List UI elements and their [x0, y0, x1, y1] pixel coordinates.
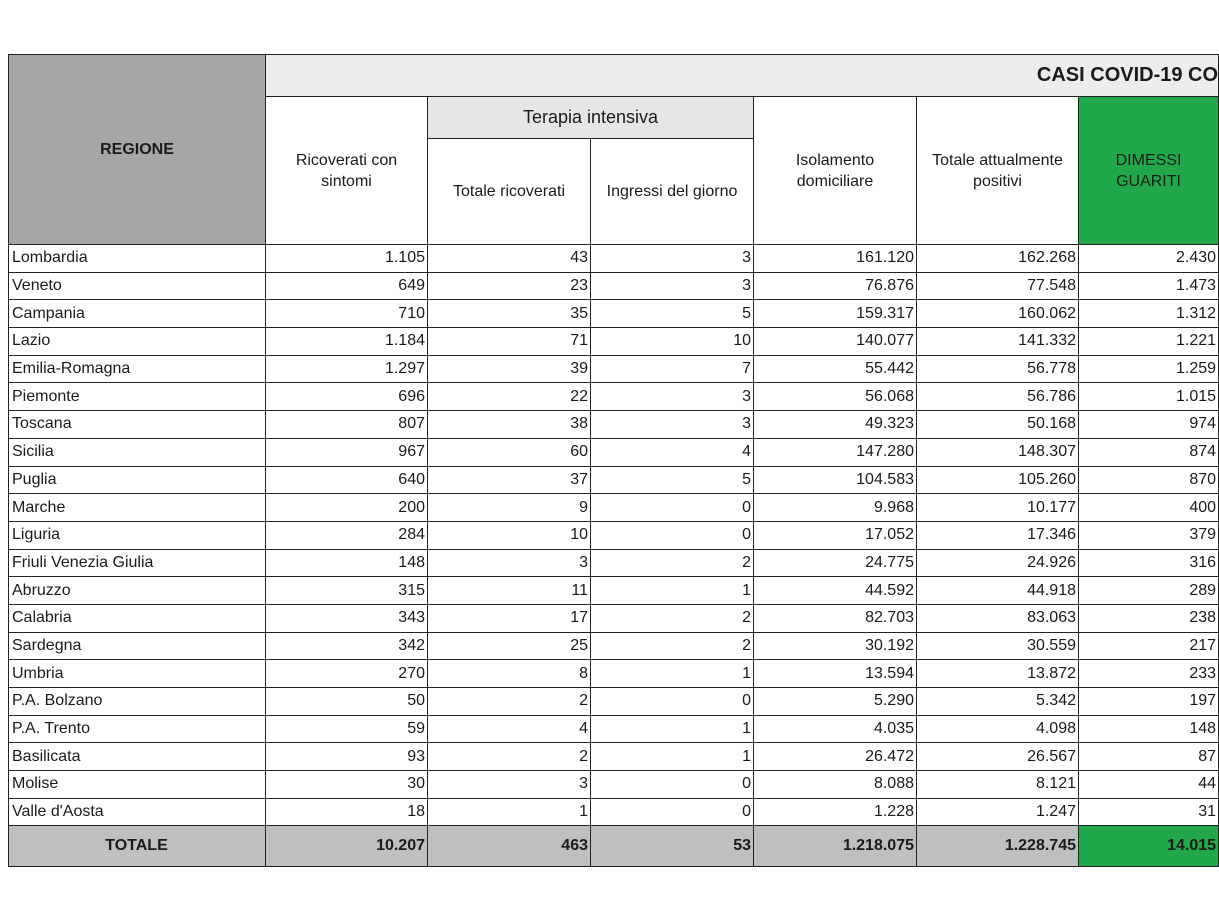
header-ingressi-del-giorno: Ingressi del giorno: [591, 139, 754, 245]
ricoverati-value: 315: [266, 577, 428, 605]
ti-totale-value: 35: [428, 300, 591, 328]
ti-totale-value: 4: [428, 715, 591, 743]
ti-totale-value: 8: [428, 660, 591, 688]
ti-ingressi-value: 3: [591, 411, 754, 439]
table-body: [9, 245, 1219, 867]
header-terapia-intensiva: Terapia intensiva: [428, 97, 754, 139]
region-name: Sicilia: [9, 438, 266, 466]
ricoverati-value: 50: [266, 688, 428, 716]
isolamento-value: 13.594: [754, 660, 917, 688]
region-name: Sardegna: [9, 632, 266, 660]
ricoverati-value: 1.105: [266, 245, 428, 273]
ti-ingressi-value: 3: [591, 383, 754, 411]
positivi-value: 8.121: [917, 771, 1079, 799]
ti-totale-value: 25: [428, 632, 591, 660]
dimessi-value: 1.221: [1079, 328, 1219, 356]
ricoverati-value: 967: [266, 438, 428, 466]
positivi-value: 4.098: [917, 715, 1079, 743]
region-name: Puglia: [9, 466, 266, 494]
positivi-value: 30.559: [917, 632, 1079, 660]
dimessi-value: 197: [1079, 688, 1219, 716]
dimessi-value: 217: [1079, 632, 1219, 660]
ti-ingressi-value: 0: [591, 521, 754, 549]
positivi-value: 77.548: [917, 272, 1079, 300]
ricoverati-value: 284: [266, 521, 428, 549]
table-row: [9, 771, 1219, 799]
positivi-value: 17.346: [917, 521, 1079, 549]
region-name: Campania: [9, 300, 266, 328]
dimessi-value: 1.473: [1079, 272, 1219, 300]
table-row: [9, 715, 1219, 743]
ti-totale-value: 2: [428, 743, 591, 771]
ti-ingressi-value: 5: [591, 300, 754, 328]
ricoverati-value: 342: [266, 632, 428, 660]
positivi-value: 50.168: [917, 411, 1079, 439]
ti-ingressi-value: 2: [591, 549, 754, 577]
ti-ingressi-value: 4: [591, 438, 754, 466]
isolamento-value: 9.968: [754, 494, 917, 522]
table-row: [9, 604, 1219, 632]
total-region-name: TOTALE: [9, 826, 266, 867]
ti-ingressi-value: 10: [591, 328, 754, 356]
dimessi-value: 87: [1079, 743, 1219, 771]
isolamento-value: 4.035: [754, 715, 917, 743]
positivi-value: 24.926: [917, 549, 1079, 577]
ti-ingressi-value: 1: [591, 715, 754, 743]
ti-ingressi-value: 0: [591, 494, 754, 522]
header-totale-positivi: Totale attualmente positivi: [917, 97, 1079, 245]
isolamento-value: 5.290: [754, 688, 917, 716]
dimessi-value: 238: [1079, 604, 1219, 632]
ti-ingressi-value: 1: [591, 660, 754, 688]
ti-totale-value: 1: [428, 798, 591, 826]
ti-totale-value: 3: [428, 771, 591, 799]
ricoverati-value: 18: [266, 798, 428, 826]
ti-ingressi-value: 2: [591, 604, 754, 632]
table-row: [9, 383, 1219, 411]
dimessi-value: 148: [1079, 715, 1219, 743]
positivi-value: 162.268: [917, 245, 1079, 273]
region-name: Valle d'Aosta: [9, 798, 266, 826]
total-isolamento-value: 1.218.075: [754, 826, 917, 867]
ricoverati-value: 640: [266, 466, 428, 494]
table-row: [9, 521, 1219, 549]
ricoverati-value: 148: [266, 549, 428, 577]
dimessi-value: 974: [1079, 411, 1219, 439]
table-row: [9, 411, 1219, 439]
positivi-value: 5.342: [917, 688, 1079, 716]
total-ti-totale-value: 463: [428, 826, 591, 867]
ricoverati-value: 93: [266, 743, 428, 771]
positivi-value: 13.872: [917, 660, 1079, 688]
ti-totale-value: 9: [428, 494, 591, 522]
table-row: [9, 300, 1219, 328]
dimessi-value: 870: [1079, 466, 1219, 494]
positivi-value: 26.567: [917, 743, 1079, 771]
region-name: Liguria: [9, 521, 266, 549]
ti-totale-value: 17: [428, 604, 591, 632]
header-ricoverati-con-sintomi: Ricoverati con sintomi: [266, 97, 428, 245]
ti-totale-value: 3: [428, 549, 591, 577]
region-name: P.A. Trento: [9, 715, 266, 743]
table-row: [9, 688, 1219, 716]
region-name: Calabria: [9, 604, 266, 632]
dimessi-value: 874: [1079, 438, 1219, 466]
ti-ingressi-value: 3: [591, 272, 754, 300]
table-row: [9, 466, 1219, 494]
positivi-value: 105.260: [917, 466, 1079, 494]
ricoverati-value: 649: [266, 272, 428, 300]
covid-cases-table: [8, 54, 1219, 867]
positivi-value: 56.778: [917, 355, 1079, 383]
table-row: [9, 494, 1219, 522]
table-row: [9, 743, 1219, 771]
isolamento-value: 44.592: [754, 577, 917, 605]
ti-ingressi-value: 5: [591, 466, 754, 494]
ti-totale-value: 23: [428, 272, 591, 300]
isolamento-value: 147.280: [754, 438, 917, 466]
total-row: [9, 826, 1219, 867]
ricoverati-value: 270: [266, 660, 428, 688]
ti-totale-value: 2: [428, 688, 591, 716]
ti-ingressi-value: 1: [591, 743, 754, 771]
isolamento-value: 26.472: [754, 743, 917, 771]
ricoverati-value: 200: [266, 494, 428, 522]
dimessi-value: 44: [1079, 771, 1219, 799]
ti-totale-value: 22: [428, 383, 591, 411]
positivi-value: 56.786: [917, 383, 1079, 411]
dimessi-value: 31: [1079, 798, 1219, 826]
table-title: CASI COVID-19 CO: [266, 55, 1219, 97]
ti-totale-value: 38: [428, 411, 591, 439]
region-name: Abruzzo: [9, 577, 266, 605]
isolamento-value: 8.088: [754, 771, 917, 799]
table-row: [9, 328, 1219, 356]
dimessi-value: 233: [1079, 660, 1219, 688]
ricoverati-value: 30: [266, 771, 428, 799]
dimessi-value: 1.259: [1079, 355, 1219, 383]
table-row: [9, 272, 1219, 300]
isolamento-value: 161.120: [754, 245, 917, 273]
total-ricoverati-value: 10.207: [266, 826, 428, 867]
ti-ingressi-value: 3: [591, 245, 754, 273]
table-row: [9, 798, 1219, 826]
dimessi-value: 379: [1079, 521, 1219, 549]
region-name: Umbria: [9, 660, 266, 688]
covid-table-frame: [8, 54, 1218, 886]
dimessi-value: 400: [1079, 494, 1219, 522]
dimessi-value: 1.015: [1079, 383, 1219, 411]
isolamento-value: 56.068: [754, 383, 917, 411]
isolamento-value: 55.442: [754, 355, 917, 383]
positivi-value: 141.332: [917, 328, 1079, 356]
table-row: [9, 245, 1219, 273]
ti-ingressi-value: 1: [591, 577, 754, 605]
region-name: Friuli Venezia Giulia: [9, 549, 266, 577]
positivi-value: 160.062: [917, 300, 1079, 328]
region-name: P.A. Bolzano: [9, 688, 266, 716]
positivi-value: 148.307: [917, 438, 1079, 466]
dimessi-value: 2.430: [1079, 245, 1219, 273]
table-row: [9, 577, 1219, 605]
dimessi-value: 316: [1079, 549, 1219, 577]
ti-ingressi-value: 0: [591, 771, 754, 799]
positivi-value: 44.918: [917, 577, 1079, 605]
header-totale-ricoverati: Totale ricoverati: [428, 139, 591, 245]
header-isolamento-domiciliare: Isolamento domiciliare: [754, 97, 917, 245]
positivi-value: 1.247: [917, 798, 1079, 826]
isolamento-value: 140.077: [754, 328, 917, 356]
ti-totale-value: 10: [428, 521, 591, 549]
region-name: Veneto: [9, 272, 266, 300]
dimessi-value: 1.312: [1079, 300, 1219, 328]
header-dimessi-guariti: DIMESSI GUARITI: [1079, 97, 1219, 245]
dimessi-value: 289: [1079, 577, 1219, 605]
region-name: Emilia-Romagna: [9, 355, 266, 383]
ti-totale-value: 39: [428, 355, 591, 383]
region-name: Lazio: [9, 328, 266, 356]
ti-ingressi-value: 2: [591, 632, 754, 660]
header-regione: REGIONE: [9, 55, 266, 245]
ricoverati-value: 1.297: [266, 355, 428, 383]
total-positivi-value: 1.228.745: [917, 826, 1079, 867]
ti-totale-value: 37: [428, 466, 591, 494]
table-row: [9, 438, 1219, 466]
ricoverati-value: 807: [266, 411, 428, 439]
region-name: Marche: [9, 494, 266, 522]
ti-totale-value: 11: [428, 577, 591, 605]
isolamento-value: 24.775: [754, 549, 917, 577]
table-row: [9, 632, 1219, 660]
isolamento-value: 17.052: [754, 521, 917, 549]
ti-totale-value: 71: [428, 328, 591, 356]
region-name: Basilicata: [9, 743, 266, 771]
isolamento-value: 82.703: [754, 604, 917, 632]
table-row: [9, 660, 1219, 688]
ti-ingressi-value: 7: [591, 355, 754, 383]
ricoverati-value: 343: [266, 604, 428, 632]
positivi-value: 83.063: [917, 604, 1079, 632]
table-row: [9, 355, 1219, 383]
isolamento-value: 30.192: [754, 632, 917, 660]
ti-totale-value: 43: [428, 245, 591, 273]
isolamento-value: 1.228: [754, 798, 917, 826]
ti-totale-value: 60: [428, 438, 591, 466]
region-name: Toscana: [9, 411, 266, 439]
isolamento-value: 76.876: [754, 272, 917, 300]
region-name: Molise: [9, 771, 266, 799]
ti-ingressi-value: 0: [591, 798, 754, 826]
region-name: Piemonte: [9, 383, 266, 411]
total-ti-ingressi-value: 53: [591, 826, 754, 867]
ti-ingressi-value: 0: [591, 688, 754, 716]
isolamento-value: 104.583: [754, 466, 917, 494]
table-row: [9, 549, 1219, 577]
isolamento-value: 49.323: [754, 411, 917, 439]
ricoverati-value: 710: [266, 300, 428, 328]
positivi-value: 10.177: [917, 494, 1079, 522]
total-dimessi-value: 14.015: [1079, 826, 1219, 867]
ricoverati-value: 696: [266, 383, 428, 411]
ricoverati-value: 59: [266, 715, 428, 743]
isolamento-value: 159.317: [754, 300, 917, 328]
region-name: Lombardia: [9, 245, 266, 273]
ricoverati-value: 1.184: [266, 328, 428, 356]
